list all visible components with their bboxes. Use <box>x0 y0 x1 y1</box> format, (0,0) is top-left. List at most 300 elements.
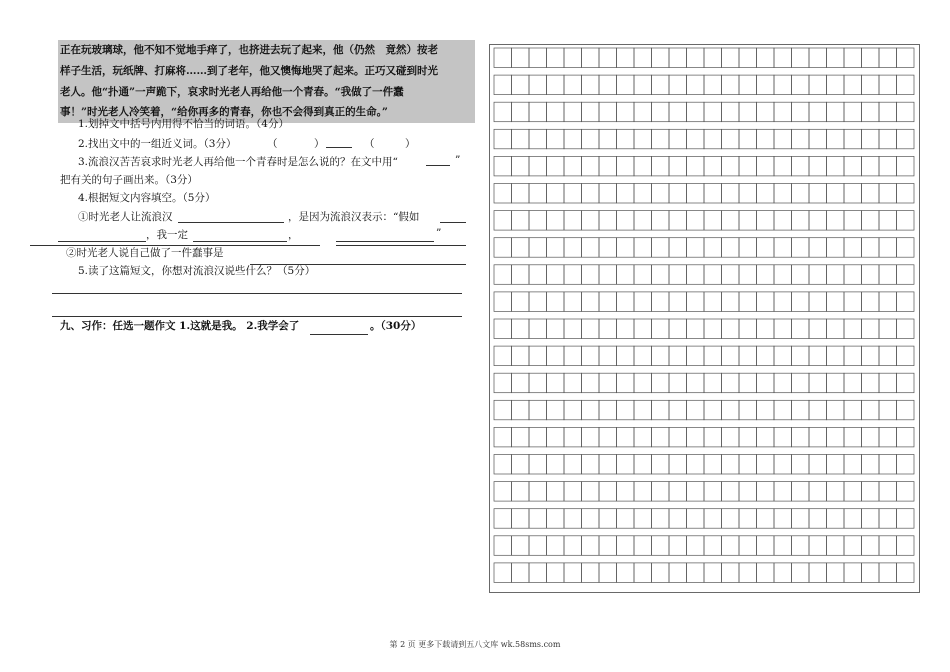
grid-cell[interactable] <box>879 238 897 258</box>
grid-cell[interactable] <box>844 129 862 149</box>
grid-cell[interactable] <box>529 455 547 475</box>
grid-cell[interactable] <box>844 509 862 529</box>
grid-cell[interactable] <box>599 536 617 556</box>
grid-cell[interactable] <box>809 292 827 312</box>
grid-cell[interactable] <box>739 482 757 502</box>
grid-cell[interactable] <box>582 509 600 529</box>
grid-cell[interactable] <box>494 184 512 204</box>
grid-cell[interactable] <box>809 482 827 502</box>
grid-cell[interactable] <box>547 48 565 68</box>
grid-cell[interactable] <box>862 48 880 68</box>
grid-cell[interactable] <box>827 319 845 339</box>
grid-cell[interactable] <box>582 427 600 447</box>
grid-cell[interactable] <box>529 129 547 149</box>
grid-cell[interactable] <box>827 346 845 366</box>
grid-cell[interactable] <box>617 238 635 258</box>
grid-cell[interactable] <box>862 156 880 176</box>
grid-cell[interactable] <box>722 48 740 68</box>
grid-cell[interactable] <box>827 75 845 95</box>
grid-cell[interactable] <box>774 265 792 285</box>
grid-cell[interactable] <box>704 482 722 502</box>
grid-cell[interactable] <box>722 129 740 149</box>
grid-cell[interactable] <box>669 400 687 420</box>
grid-cell[interactable] <box>704 427 722 447</box>
grid-cell[interactable] <box>774 373 792 393</box>
grid-cell[interactable] <box>757 238 775 258</box>
grid-cell[interactable] <box>599 211 617 231</box>
grid-cell[interactable] <box>844 184 862 204</box>
grid-cell[interactable] <box>582 238 600 258</box>
grid-cell[interactable] <box>897 184 915 204</box>
grid-cell[interactable] <box>704 75 722 95</box>
grid-cell[interactable] <box>494 292 512 312</box>
grid-cell[interactable] <box>722 211 740 231</box>
grid-cell[interactable] <box>687 319 705 339</box>
grid-cell[interactable] <box>599 265 617 285</box>
grid-cell[interactable] <box>879 184 897 204</box>
grid-cell[interactable] <box>617 184 635 204</box>
grid-cell[interactable] <box>582 563 600 583</box>
grid-cell[interactable] <box>599 373 617 393</box>
grid-cell[interactable] <box>809 265 827 285</box>
grid-cell[interactable] <box>512 184 530 204</box>
grid-cell[interactable] <box>792 102 810 122</box>
grid-cell[interactable] <box>792 238 810 258</box>
grid-cell[interactable] <box>897 211 915 231</box>
grid-cell[interactable] <box>879 211 897 231</box>
grid-cell[interactable] <box>757 75 775 95</box>
q4-1-blank-4[interactable] <box>193 241 287 242</box>
grid-cell[interactable] <box>862 427 880 447</box>
q4-1-blank-2[interactable] <box>440 222 466 223</box>
grid-cell[interactable] <box>739 536 757 556</box>
grid-cell[interactable] <box>774 482 792 502</box>
grid-cell[interactable] <box>827 102 845 122</box>
grid-cell[interactable] <box>687 238 705 258</box>
grid-cell[interactable] <box>792 211 810 231</box>
grid-cell[interactable] <box>687 265 705 285</box>
grid-cell[interactable] <box>494 509 512 529</box>
grid-cell[interactable] <box>529 400 547 420</box>
grid-cell[interactable] <box>774 319 792 339</box>
grid-cell[interactable] <box>844 482 862 502</box>
grid-cell[interactable] <box>687 455 705 475</box>
grid-cell[interactable] <box>669 211 687 231</box>
grid-cell[interactable] <box>494 563 512 583</box>
grid-cell[interactable] <box>757 400 775 420</box>
grid-cell[interactable] <box>634 427 652 447</box>
grid-cell[interactable] <box>564 292 582 312</box>
grid-cell[interactable] <box>809 184 827 204</box>
grid-cell[interactable] <box>599 563 617 583</box>
grid-cell[interactable] <box>617 346 635 366</box>
grid-cell[interactable] <box>844 319 862 339</box>
grid-cell[interactable] <box>617 455 635 475</box>
grid-cell[interactable] <box>634 563 652 583</box>
grid-cell[interactable] <box>739 184 757 204</box>
grid-cell[interactable] <box>844 48 862 68</box>
grid-cell[interactable] <box>757 211 775 231</box>
grid-cell[interactable] <box>599 455 617 475</box>
grid-cell[interactable] <box>792 400 810 420</box>
grid-cell[interactable] <box>687 129 705 149</box>
grid-cell[interactable] <box>512 265 530 285</box>
grid-cell[interactable] <box>722 102 740 122</box>
grid-cell[interactable] <box>757 48 775 68</box>
grid-cell[interactable] <box>529 156 547 176</box>
grid-cell[interactable] <box>494 455 512 475</box>
grid-cell[interactable] <box>774 400 792 420</box>
grid-cell[interactable] <box>512 75 530 95</box>
grid-cell[interactable] <box>529 563 547 583</box>
grid-cell[interactable] <box>862 129 880 149</box>
grid-cell[interactable] <box>757 265 775 285</box>
grid-cell[interactable] <box>582 346 600 366</box>
grid-cell[interactable] <box>722 75 740 95</box>
grid-cell[interactable] <box>774 427 792 447</box>
grid-cell[interactable] <box>792 319 810 339</box>
grid-cell[interactable] <box>512 482 530 502</box>
grid-cell[interactable] <box>792 156 810 176</box>
grid-cell[interactable] <box>704 102 722 122</box>
grid-cell[interactable] <box>739 455 757 475</box>
grid-cell[interactable] <box>792 373 810 393</box>
grid-cell[interactable] <box>652 427 670 447</box>
grid-cell[interactable] <box>687 292 705 312</box>
grid-cell[interactable] <box>512 563 530 583</box>
grid-cell[interactable] <box>494 400 512 420</box>
grid-cell[interactable] <box>652 346 670 366</box>
grid-cell[interactable] <box>879 400 897 420</box>
grid-cell[interactable] <box>582 211 600 231</box>
grid-cell[interactable] <box>897 563 915 583</box>
grid-cell[interactable] <box>809 48 827 68</box>
grid-cell[interactable] <box>792 75 810 95</box>
grid-cell[interactable] <box>739 238 757 258</box>
grid-cell[interactable] <box>564 319 582 339</box>
grid-cell[interactable] <box>687 536 705 556</box>
grid-cell[interactable] <box>827 400 845 420</box>
grid-cell[interactable] <box>599 156 617 176</box>
grid-cell[interactable] <box>774 346 792 366</box>
grid-cell[interactable] <box>582 102 600 122</box>
grid-cell[interactable] <box>617 102 635 122</box>
grid-cell[interactable] <box>529 427 547 447</box>
grid-cell[interactable] <box>564 373 582 393</box>
grid-cell[interactable] <box>757 536 775 556</box>
grid-cell[interactable] <box>564 346 582 366</box>
grid-cell[interactable] <box>879 482 897 502</box>
grid-cell[interactable] <box>494 427 512 447</box>
grid-cell[interactable] <box>792 48 810 68</box>
grid-cell[interactable] <box>547 400 565 420</box>
grid-cell[interactable] <box>897 319 915 339</box>
grid-cell[interactable] <box>687 184 705 204</box>
grid-cell[interactable] <box>669 427 687 447</box>
grid-cell[interactable] <box>582 292 600 312</box>
grid-cell[interactable] <box>512 129 530 149</box>
grid-cell[interactable] <box>669 482 687 502</box>
grid-cell[interactable] <box>704 156 722 176</box>
grid-cell[interactable] <box>529 238 547 258</box>
grid-cell[interactable] <box>547 238 565 258</box>
grid-cell[interactable] <box>547 373 565 393</box>
grid-cell[interactable] <box>757 482 775 502</box>
grid-cell[interactable] <box>862 373 880 393</box>
grid-cell[interactable] <box>494 319 512 339</box>
grid-cell[interactable] <box>582 75 600 95</box>
grid-cell[interactable] <box>827 238 845 258</box>
grid-cell[interactable] <box>757 509 775 529</box>
grid-cell[interactable] <box>634 373 652 393</box>
grid-cell[interactable] <box>652 509 670 529</box>
q4-1-blank-1[interactable] <box>178 222 284 223</box>
grid-cell[interactable] <box>634 75 652 95</box>
grid-cell[interactable] <box>634 129 652 149</box>
grid-cell[interactable] <box>669 292 687 312</box>
grid-cell[interactable] <box>582 265 600 285</box>
grid-cell[interactable] <box>634 102 652 122</box>
grid-cell[interactable] <box>617 563 635 583</box>
grid-cell[interactable] <box>494 238 512 258</box>
grid-cell[interactable] <box>739 265 757 285</box>
grid-cell[interactable] <box>547 509 565 529</box>
grid-cell[interactable] <box>792 482 810 502</box>
grid-cell[interactable] <box>809 373 827 393</box>
grid-cell[interactable] <box>652 373 670 393</box>
grid-cell[interactable] <box>687 563 705 583</box>
grid-cell[interactable] <box>757 156 775 176</box>
grid-cell[interactable] <box>897 265 915 285</box>
grid-cell[interactable] <box>687 373 705 393</box>
grid-cell[interactable] <box>722 292 740 312</box>
grid-cell[interactable] <box>547 482 565 502</box>
grid-cell[interactable] <box>844 211 862 231</box>
grid-cell[interactable] <box>494 211 512 231</box>
grid-cell[interactable] <box>617 482 635 502</box>
grid-cell[interactable] <box>652 184 670 204</box>
grid-cell[interactable] <box>529 48 547 68</box>
grid-cell[interactable] <box>512 536 530 556</box>
grid-cell[interactable] <box>774 563 792 583</box>
grid-cell[interactable] <box>774 75 792 95</box>
grid-cell[interactable] <box>879 102 897 122</box>
grid-cell[interactable] <box>617 48 635 68</box>
grid-cell[interactable] <box>862 482 880 502</box>
grid-cell[interactable] <box>512 373 530 393</box>
grid-cell[interactable] <box>687 400 705 420</box>
q4-1-blank-5[interactable] <box>336 241 434 242</box>
grid-cell[interactable] <box>792 346 810 366</box>
grid-cell[interactable] <box>617 265 635 285</box>
grid-cell[interactable] <box>582 482 600 502</box>
grid-cell[interactable] <box>704 509 722 529</box>
grid-cell[interactable] <box>599 346 617 366</box>
grid-cell[interactable] <box>757 184 775 204</box>
grid-cell[interactable] <box>722 427 740 447</box>
grid-cell[interactable] <box>652 75 670 95</box>
grid-cell[interactable] <box>599 75 617 95</box>
grid-cell[interactable] <box>739 427 757 447</box>
grid-cell[interactable] <box>809 319 827 339</box>
grid-cell[interactable] <box>652 238 670 258</box>
grid-cell[interactable] <box>704 211 722 231</box>
grid-cell[interactable] <box>582 536 600 556</box>
grid-cell[interactable] <box>739 400 757 420</box>
grid-cell[interactable] <box>809 400 827 420</box>
grid-cell[interactable] <box>547 156 565 176</box>
grid-cell[interactable] <box>564 563 582 583</box>
grid-cell[interactable] <box>739 211 757 231</box>
grid-cell[interactable] <box>617 373 635 393</box>
grid-cell[interactable] <box>494 129 512 149</box>
grid-cell[interactable] <box>704 373 722 393</box>
q2-blank[interactable] <box>326 147 352 148</box>
grid-cell[interactable] <box>529 102 547 122</box>
grid-cell[interactable] <box>757 373 775 393</box>
q5-answer-line-2[interactable] <box>52 316 462 317</box>
grid-cell[interactable] <box>809 211 827 231</box>
grid-cell[interactable] <box>862 292 880 312</box>
grid-cell[interactable] <box>897 292 915 312</box>
grid-cell[interactable] <box>897 482 915 502</box>
grid-cell[interactable] <box>652 129 670 149</box>
grid-cell[interactable] <box>722 482 740 502</box>
grid-cell[interactable] <box>757 346 775 366</box>
grid-cell[interactable] <box>827 265 845 285</box>
grid-cell[interactable] <box>704 292 722 312</box>
grid-cell[interactable] <box>652 48 670 68</box>
grid-cell[interactable] <box>792 509 810 529</box>
grid-cell[interactable] <box>687 75 705 95</box>
grid-cell[interactable] <box>564 400 582 420</box>
grid-cell[interactable] <box>634 156 652 176</box>
grid-cell[interactable] <box>617 211 635 231</box>
grid-cell[interactable] <box>844 400 862 420</box>
grid-cell[interactable] <box>809 238 827 258</box>
grid-cell[interactable] <box>739 48 757 68</box>
grid-cell[interactable] <box>722 346 740 366</box>
grid-cell[interactable] <box>634 265 652 285</box>
grid-cell[interactable] <box>879 427 897 447</box>
grid-cell[interactable] <box>669 265 687 285</box>
grid-cell[interactable] <box>774 211 792 231</box>
grid-cell[interactable] <box>844 265 862 285</box>
grid-cell[interactable] <box>879 156 897 176</box>
grid-cell[interactable] <box>879 129 897 149</box>
grid-cell[interactable] <box>792 563 810 583</box>
grid-cell[interactable] <box>774 102 792 122</box>
grid-cell[interactable] <box>582 455 600 475</box>
grid-cell[interactable] <box>582 48 600 68</box>
grid-cell[interactable] <box>494 373 512 393</box>
grid-cell[interactable] <box>634 184 652 204</box>
grid-cell[interactable] <box>774 509 792 529</box>
grid-cell[interactable] <box>879 536 897 556</box>
grid-cell[interactable] <box>529 536 547 556</box>
grid-cell[interactable] <box>827 563 845 583</box>
grid-cell[interactable] <box>897 427 915 447</box>
grid-cell[interactable] <box>512 102 530 122</box>
grid-cell[interactable] <box>809 346 827 366</box>
grid-cell[interactable] <box>862 319 880 339</box>
grid-cell[interactable] <box>809 563 827 583</box>
grid-cell[interactable] <box>862 346 880 366</box>
grid-cell[interactable] <box>757 102 775 122</box>
grid-cell[interactable] <box>599 48 617 68</box>
grid-cell[interactable] <box>704 238 722 258</box>
grid-cell[interactable] <box>879 346 897 366</box>
grid-cell[interactable] <box>722 238 740 258</box>
grid-cell[interactable] <box>722 563 740 583</box>
grid-cell[interactable] <box>862 265 880 285</box>
grid-cell[interactable] <box>897 536 915 556</box>
grid-cell[interactable] <box>547 427 565 447</box>
grid-cell[interactable] <box>564 75 582 95</box>
grid-cell[interactable] <box>652 156 670 176</box>
grid-cell[interactable] <box>669 373 687 393</box>
grid-cell[interactable] <box>704 48 722 68</box>
grid-cell[interactable] <box>722 400 740 420</box>
grid-cell[interactable] <box>739 129 757 149</box>
grid-cell[interactable] <box>704 184 722 204</box>
grid-cell[interactable] <box>844 373 862 393</box>
grid-cell[interactable] <box>564 482 582 502</box>
grid-cell[interactable] <box>634 536 652 556</box>
grid-cell[interactable] <box>809 509 827 529</box>
grid-cell[interactable] <box>757 563 775 583</box>
grid-cell[interactable] <box>827 156 845 176</box>
grid-cell[interactable] <box>774 129 792 149</box>
grid-cell[interactable] <box>582 184 600 204</box>
grid-cell[interactable] <box>827 427 845 447</box>
grid-cell[interactable] <box>547 211 565 231</box>
grid-cell[interactable] <box>704 129 722 149</box>
grid-cell[interactable] <box>844 156 862 176</box>
grid-cell[interactable] <box>669 563 687 583</box>
grid-cell[interactable] <box>547 102 565 122</box>
grid-cell[interactable] <box>529 482 547 502</box>
grid-cell[interactable] <box>862 400 880 420</box>
grid-cell[interactable] <box>512 455 530 475</box>
grid-cell[interactable] <box>844 346 862 366</box>
grid-cell[interactable] <box>827 536 845 556</box>
grid-cell[interactable] <box>862 455 880 475</box>
grid-cell[interactable] <box>739 102 757 122</box>
grid-cell[interactable] <box>757 455 775 475</box>
grid-cell[interactable] <box>879 373 897 393</box>
grid-cell[interactable] <box>687 427 705 447</box>
grid-cell[interactable] <box>687 156 705 176</box>
grid-cell[interactable] <box>897 156 915 176</box>
grid-cell[interactable] <box>687 102 705 122</box>
grid-cell[interactable] <box>739 346 757 366</box>
q5-answer-line-1[interactable] <box>52 293 462 294</box>
grid-cell[interactable] <box>564 211 582 231</box>
grid-cell[interactable] <box>652 102 670 122</box>
grid-cell[interactable] <box>879 75 897 95</box>
grid-cell[interactable] <box>617 319 635 339</box>
grid-cell[interactable] <box>512 156 530 176</box>
grid-cell[interactable] <box>634 346 652 366</box>
grid-cell[interactable] <box>547 129 565 149</box>
grid-cell[interactable] <box>617 427 635 447</box>
grid-cell[interactable] <box>529 319 547 339</box>
grid-cell[interactable] <box>862 211 880 231</box>
grid-cell[interactable] <box>494 265 512 285</box>
grid-cell[interactable] <box>669 184 687 204</box>
grid-cell[interactable] <box>634 482 652 502</box>
